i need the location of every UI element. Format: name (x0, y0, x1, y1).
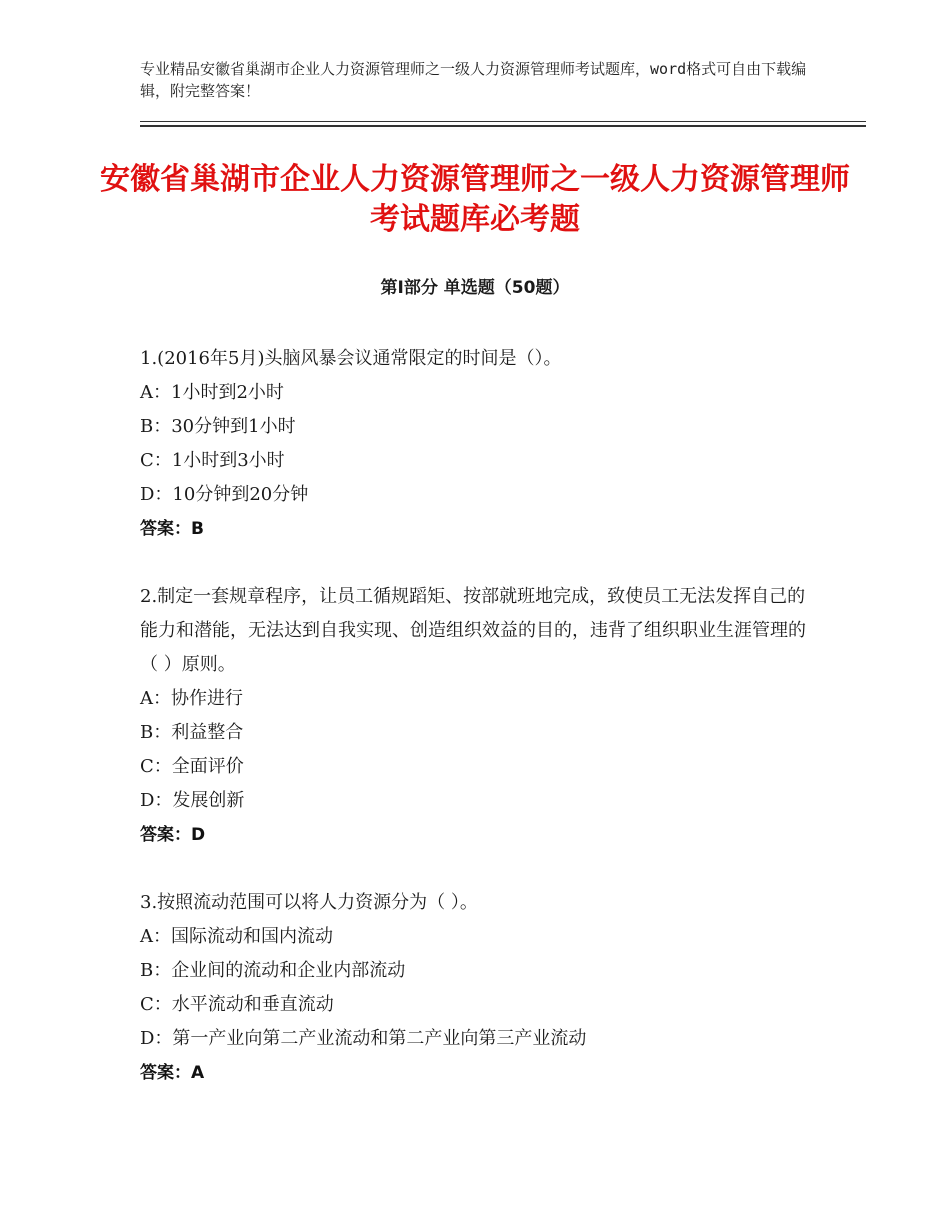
option-d: D：10分钟到20分钟 (140, 484, 309, 505)
question-3 (140, 886, 820, 1090)
answer: 答案：A (140, 1063, 205, 1083)
option-a: A：协作进行 (140, 688, 243, 709)
option-c: C：1小时到3小时 (140, 450, 285, 471)
option-b: B：利益整合 (140, 722, 244, 743)
question-1 (140, 342, 820, 546)
option-a: A：1小时到2小时 (140, 382, 284, 403)
question-stem: 3.按照流动范围可以将人力资源分为（ ）。 (140, 892, 478, 913)
option-d: D：发展创新 (140, 790, 245, 811)
option-c: C：全面评价 (140, 756, 244, 777)
answer: 答案：D (140, 825, 206, 845)
option-a: A：国际流动和国内流动 (140, 926, 333, 947)
answer: 答案：B (140, 519, 204, 539)
header-rule-thin (140, 121, 866, 122)
option-d: D：第一产业向第二产业流动和第二产业向第三产业流动 (140, 1028, 587, 1049)
header-note: 专业精品安徽省巢湖市企业人力资源管理师之一级人力资源管理师考试题库，word格式可自由下载编辑，附完整答案！ (140, 60, 807, 100)
question-stem: 2.制定一套规章程序，让员工循规蹈矩、按部就班地完成，致使员工无法发挥自己的能力和潜能，无法达到自我实现、创造组织效益的目的，违背了组织职业生涯管理的（ ）原则。 (140, 586, 806, 675)
header-rule-thick (140, 125, 866, 127)
option-b: B：企业间的流动和企业内部流动 (140, 960, 406, 981)
question-stem: 1.(2016年5月)头脑风暴会议通常限定的时间是（）。 (140, 348, 562, 369)
section-title: 第Ⅰ部分 单选题（50题） (380, 278, 570, 298)
question-list (140, 342, 820, 1124)
question-2 (140, 580, 820, 852)
document-title: 安徽省巢湖市企业人力资源管理师之一级人力资源管理师考试题库必考题 (100, 162, 850, 237)
option-b: B：30分钟到1小时 (140, 416, 296, 437)
option-c: C：水平流动和垂直流动 (140, 994, 334, 1015)
